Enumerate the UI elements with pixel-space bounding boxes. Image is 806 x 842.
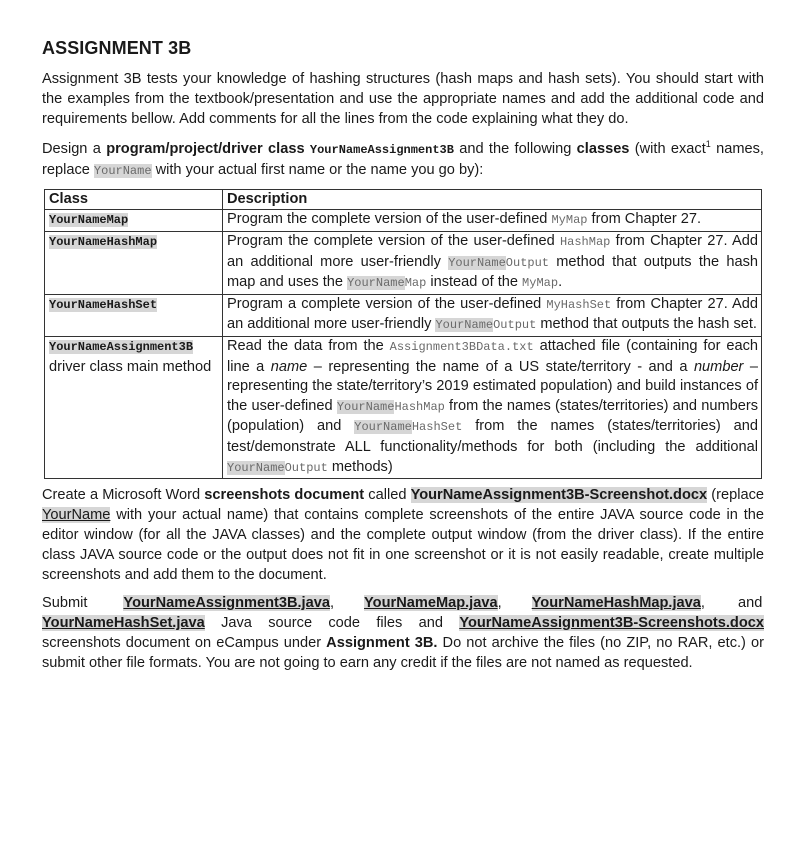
desc-text: – representing the state/territory’s 2019 estimated population) and build instances of the user-defined: [227, 358, 759, 414]
driver-class-name: YourNameAssignment3B: [309, 142, 454, 157]
create-text: (replace: [707, 487, 764, 504]
desc-text: Program the complete version of the user-defined: [227, 233, 560, 250]
submit-bold: Assignment 3B.: [326, 635, 438, 652]
class-subtitle: driver class main method: [49, 358, 212, 375]
desc-code: Output: [505, 255, 550, 270]
desc-text: from the names (states/territories) and numbers (population) and: [227, 397, 759, 435]
table-row: [45, 294, 762, 336]
class-cell: [45, 337, 223, 479]
desc-text: Program the complete version of the user-defined: [227, 211, 552, 228]
create-paragraph: [42, 485, 764, 585]
design-text-4: names, replace: [42, 140, 764, 178]
header-class: Class: [45, 189, 223, 210]
table-header-row: [45, 189, 762, 210]
yourname-underlined: YourName: [42, 507, 111, 524]
desc-text: from Chapter 27. Add an additional more user-friendly: [227, 295, 758, 333]
table-row: [45, 337, 762, 479]
desc-code: Map: [404, 276, 427, 291]
design-text-2: and the following: [453, 140, 577, 157]
description-cell: [223, 232, 762, 295]
assignment-page: [42, 38, 764, 673]
create-text: with your actual name) that contains complete screenshots of the entire JAVA source code in the editor window (for all the JAVA classes) and the complete output window (from the driver class). If the entire class JAVA source code or the output does not fit in one screenshot or it is not easily readable, create multiple screenshots and add them to the document.: [42, 507, 764, 584]
desc-code: HashMap: [559, 235, 611, 250]
file-name: YourNameHashMap.java: [531, 595, 701, 612]
desc-text: from Chapter 27.: [587, 211, 702, 228]
desc-code: Assignment3BData.txt: [389, 340, 534, 355]
desc-text: methods): [327, 458, 393, 475]
design-paragraph: [42, 134, 764, 181]
file-name: YourNameAssignment3B-Screenshots.docx: [459, 615, 764, 632]
desc-text: from the names (states/territories) and test/demonstrate ALL functionality/methods for both (including the additional: [227, 418, 758, 455]
page-title: ASSIGNMENT 3B: [42, 38, 192, 58]
desc-code: Output: [493, 318, 537, 333]
desc-code-highlight: YourName: [347, 276, 405, 291]
desc-code-highlight: YourName: [227, 460, 285, 475]
class-name: YourNameHashSet: [49, 297, 158, 312]
submit-text: Submit: [42, 595, 88, 612]
file-name: YourNameMap.java: [364, 595, 498, 612]
desc-italic: name: [270, 358, 308, 375]
submit-text: Java source code files and: [204, 615, 460, 632]
class-table: [44, 189, 762, 479]
footnote-marker: 1: [705, 139, 711, 149]
design-bold-1: program/project/driver class: [106, 140, 305, 157]
screenshot-filename: YourNameAssignment3B-Screenshot.docx: [410, 487, 708, 504]
class-name: YourNameAssignment3B: [49, 340, 194, 355]
desc-text: method that outputs the hash map and uses the: [227, 253, 758, 291]
desc-code-highlight: YourName: [336, 399, 395, 414]
desc-text: attached file (containing for each line a: [227, 338, 758, 375]
desc-code-highlight: YourName: [448, 255, 506, 270]
description-cell: [223, 294, 762, 336]
desc-italic: number: [693, 358, 744, 375]
create-text: Create a Microsoft Word: [42, 487, 205, 504]
submit-text: and: [737, 595, 763, 612]
desc-text: instead of the: [426, 274, 523, 291]
description-cell: [223, 337, 762, 479]
desc-text: .: [558, 274, 563, 291]
file-name: YourNameAssignment3B.java: [123, 595, 330, 612]
class-name: YourNameHashMap: [49, 235, 158, 250]
submit-text: screenshots document on eCampus under: [42, 635, 327, 652]
desc-code: HashMap: [394, 399, 445, 414]
desc-code-highlight: YourName: [435, 318, 494, 333]
desc-code: HashSet: [411, 420, 463, 435]
header-description: Description: [223, 189, 762, 210]
submit-text: Do not archive the files (no ZIP, no RAR, etc.) or submit other file formats. You are not going to earn any credit if the files are not named as requested.: [42, 635, 764, 672]
table-row: [45, 232, 762, 295]
desc-text: from Chapter 27. Add an additional more user-friendly: [227, 233, 758, 270]
desc-code: MyMap: [522, 276, 559, 291]
description-cell: [223, 210, 762, 232]
file-name: YourNameHashSet.java: [42, 615, 205, 632]
table-row: [45, 210, 762, 232]
design-text-5: with your actual first name or the name you go by):: [151, 161, 484, 178]
class-cell: [45, 232, 223, 295]
desc-text: method that outputs the hash set.: [536, 316, 757, 333]
create-bold: screenshots document: [204, 487, 365, 504]
design-bold-2: classes: [576, 140, 630, 157]
desc-code-highlight: YourName: [354, 420, 412, 435]
yourname-code: YourName: [93, 163, 152, 178]
desc-text: Program a complete version of the user-defined: [227, 295, 547, 312]
intro-paragraph: Assignment 3B tests your knowledge of hashing structures (hash maps and hash sets). You should start with the examples from the textbook/presentation and use the appropriate names and add the additional code and requirements bellow. Add comments for all the lines from the code explaining what they do.: [42, 71, 764, 127]
desc-text: – representing the name of a US state/territory - and a: [307, 358, 694, 375]
create-text: called: [364, 487, 411, 504]
desc-code: MyMap: [551, 213, 588, 228]
class-cell: [45, 210, 223, 232]
desc-code: Output: [284, 460, 328, 475]
design-text-3: (with exact: [629, 140, 706, 157]
desc-text: Read the data from the: [227, 338, 390, 355]
design-text-1: Design a: [42, 140, 107, 157]
class-cell: [45, 294, 223, 336]
desc-code: MyHashSet: [546, 297, 612, 312]
submit-paragraph: Submit YourNameAssignment3B.java, YourNameMap.java, YourNameHashMap.java, and YourNameHashSet.java Java source code files and YourNameAssignment3B-Screenshots.docx screenshots document on eCampus under Assignment 3B. Do not archive the files (no ZIP, no RAR, etc.) or submit other file formats. You are not going to earn any credit if the files are not named as requested.: [42, 595, 764, 672]
class-name: YourNameMap: [49, 213, 129, 228]
